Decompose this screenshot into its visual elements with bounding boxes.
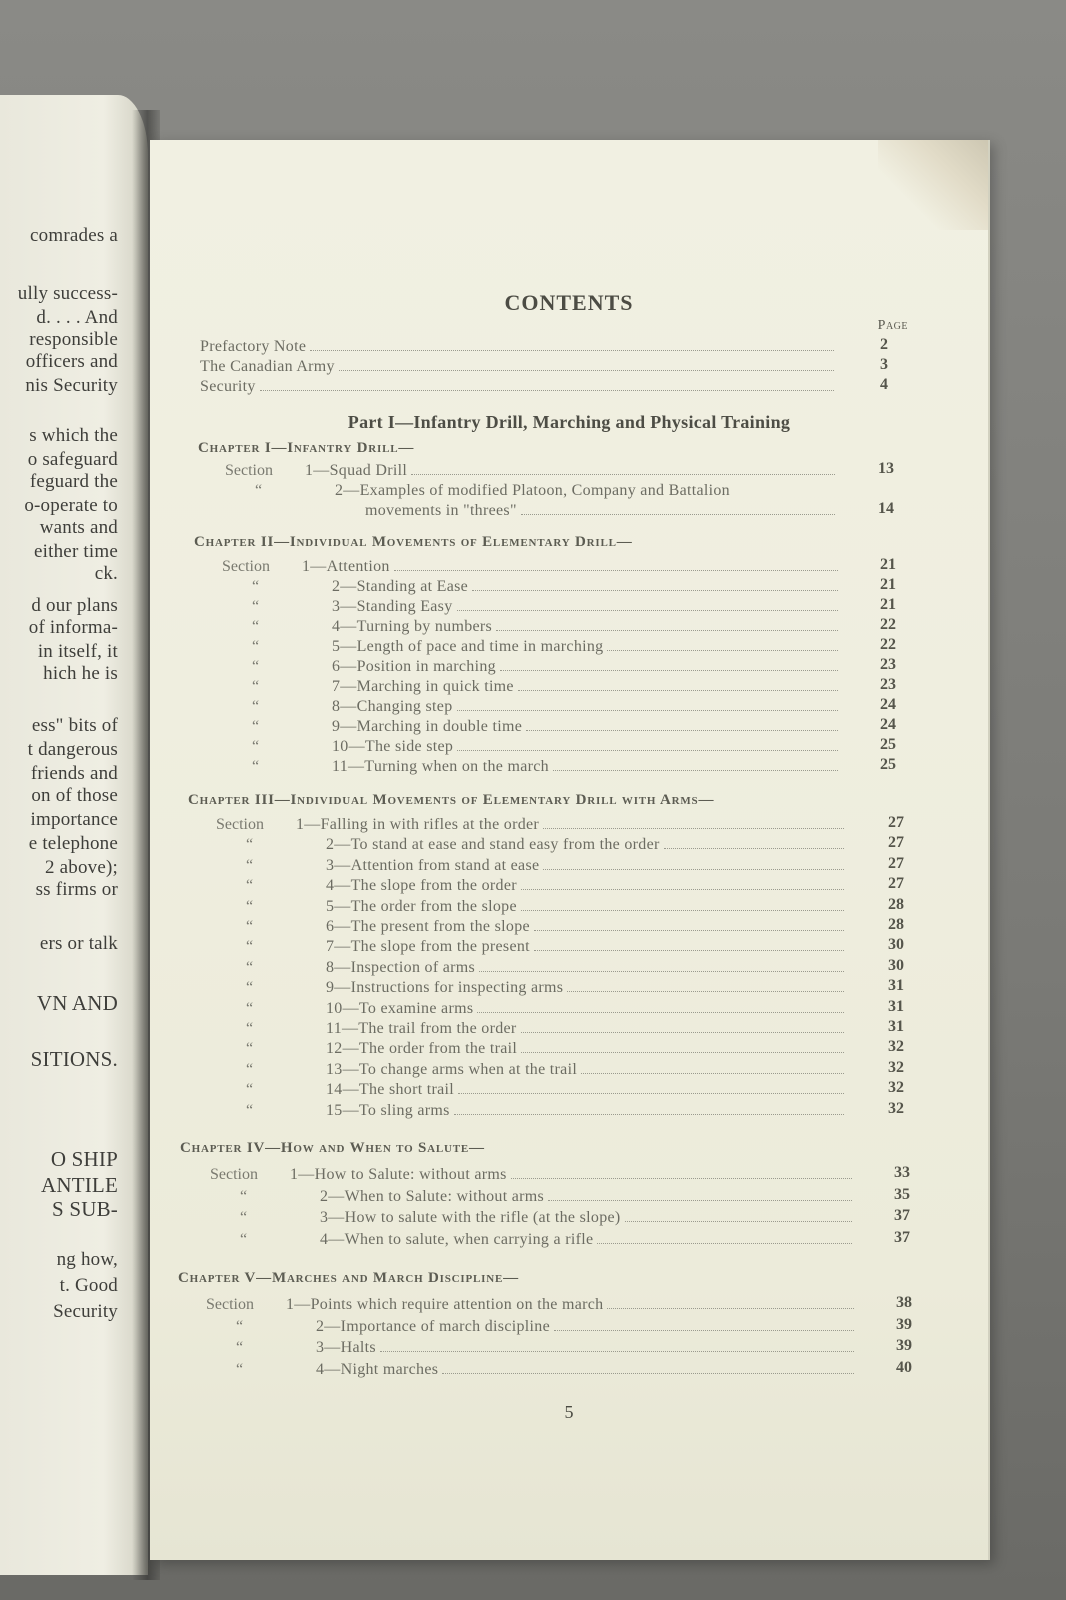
toc-entry [222, 554, 842, 576]
entry-title: 2—Standing at Ease [332, 578, 469, 595]
dot-leader [521, 889, 844, 890]
toc-entry [210, 1227, 856, 1249]
dot-leader [664, 848, 844, 849]
toc-entry [216, 873, 848, 895]
entry-title: 14—The short trail [326, 1081, 455, 1099]
section-label: “ [246, 1040, 254, 1058]
section-label: “ [246, 999, 254, 1017]
toc-entry [222, 654, 842, 676]
dot-leader [567, 991, 844, 992]
toc-entry [216, 996, 848, 1018]
dot-leader [526, 730, 838, 731]
left-page-line: wants and [39, 517, 118, 538]
entry-title: 11—The trail from the order [326, 1020, 517, 1037]
dot-leader [339, 370, 834, 371]
entry-title: 13—To change arms when at the trail [326, 1060, 578, 1078]
entry-page-number: 22 [880, 636, 896, 653]
toc-entry [210, 1162, 856, 1184]
toc-entry [222, 734, 842, 756]
toc-entry [222, 694, 842, 716]
toc-entry [216, 1098, 848, 1120]
section-label: “ [252, 618, 260, 635]
left-page-line: of informa- [28, 617, 118, 638]
left-page-line: either time [34, 541, 118, 562]
chapter-heading: Chapter IV—How and When to Salute— [180, 1140, 485, 1156]
toc-entry [206, 1314, 858, 1336]
section-label: “ [236, 1360, 244, 1378]
toc-entry [200, 354, 838, 376]
toc-entry [216, 832, 848, 854]
section-label: “ [246, 938, 254, 956]
section-label: “ [252, 678, 260, 695]
toc-entry [222, 634, 842, 656]
entry-title: 9—Marching in double time [332, 718, 523, 735]
toc-entry [210, 1205, 856, 1227]
section-label: “ [246, 918, 254, 935]
entry-page-number: 39 [896, 1337, 912, 1354]
left-page-line: ess" bits of [31, 715, 118, 736]
toc-entry [210, 1184, 856, 1206]
entry-title: 3—Halts [316, 1339, 376, 1356]
section-label: “ [240, 1230, 248, 1248]
left-page-line: nis Security [25, 375, 118, 396]
left-page-line: feguard the [29, 471, 118, 492]
dot-leader [543, 869, 844, 870]
entry-page-number: 14 [878, 500, 894, 517]
entry-title: 3—Standing Easy [332, 598, 453, 615]
dot-leader [380, 1351, 854, 1352]
section-label: “ [246, 958, 254, 976]
entry-title: 3—How to salute with the rifle (at the slope) [320, 1209, 621, 1226]
entry-page-number: 39 [896, 1315, 912, 1333]
section-label: Section [222, 558, 270, 575]
entry-title: 8—Changing step [332, 698, 453, 715]
toc-entry [216, 894, 848, 916]
dot-leader [496, 630, 838, 631]
entry-page-number: 21 [880, 576, 896, 593]
left-page-line: ck. [94, 563, 118, 584]
chapter-heading: Chapter II—Individual Movements of Elementary Drill— [194, 534, 633, 550]
page-column-label: Page [877, 318, 908, 333]
dot-leader [607, 1308, 854, 1309]
toc-entry [216, 812, 848, 834]
left-page-line: S SUB- [52, 1197, 118, 1221]
section-label: “ [252, 698, 260, 715]
left-page-line: importance [30, 809, 118, 830]
left-page-line: responsible [29, 329, 118, 350]
left-page-line: comrades a [30, 225, 118, 246]
dot-leader [581, 1073, 844, 1074]
dot-leader [521, 1052, 844, 1053]
entry-title: 7—Marching in quick time [332, 678, 514, 695]
dot-leader [521, 1032, 844, 1033]
left-page-line: Security [53, 1301, 118, 1322]
dot-leader [625, 1221, 852, 1222]
dot-leader [607, 650, 838, 651]
toc-entry [206, 1335, 858, 1357]
dot-leader [548, 1200, 852, 1201]
entry-page-number: 3 [880, 356, 888, 373]
dot-leader [457, 710, 839, 711]
entry-page-number: 35 [894, 1185, 910, 1203]
entry-page-number: 23 [880, 656, 896, 673]
dot-leader [457, 610, 839, 611]
section-label: “ [246, 856, 254, 874]
dot-leader [534, 930, 844, 931]
entry-title: 1—Squad Drill [305, 462, 408, 479]
entry-page-number: 33 [894, 1164, 910, 1181]
dot-leader [477, 1012, 844, 1013]
toc-entry [222, 594, 842, 616]
entry-page-number: 25 [880, 736, 896, 753]
entry-page-number: 24 [880, 716, 896, 733]
section-label: “ [246, 877, 254, 895]
toc-entry [216, 934, 848, 956]
toc-entry [222, 574, 842, 596]
entry-page-number: 31 [888, 977, 904, 995]
contents-page [150, 140, 988, 1560]
entry-title: 5—Length of pace and time in marching [332, 638, 604, 655]
entry-title: 3—Attention from stand at ease [326, 856, 540, 874]
entry-page-number: 25 [880, 756, 896, 773]
left-page-line: ss firms or [35, 879, 118, 900]
left-page-line: d. . . . And [36, 307, 118, 328]
part-heading: Part I—Infantry Drill, Marching and Physical Training [347, 412, 791, 432]
toc-entry [206, 1292, 858, 1314]
section-label: “ [252, 658, 260, 675]
section-label: “ [252, 638, 260, 655]
left-page-line: hich he is [43, 663, 118, 684]
section-label: Section [206, 1296, 254, 1313]
dot-leader [500, 670, 838, 671]
left-facing-page [0, 95, 148, 1575]
left-page-line: s which the [29, 425, 118, 446]
section-label: “ [246, 1081, 254, 1099]
dot-leader [521, 910, 844, 911]
section-label: “ [252, 738, 260, 755]
entry-title: 1—Falling in with rifles at the order [296, 816, 540, 833]
toc-entry [216, 1016, 848, 1038]
entry-page-number: 31 [888, 997, 904, 1015]
left-page-line: o-operate to [24, 495, 118, 516]
entry-page-number: 24 [880, 696, 896, 713]
dot-leader [442, 1373, 854, 1374]
entry-page-number: 32 [888, 1038, 904, 1056]
chapter-heading: Chapter V—Marches and March Discipline— [178, 1270, 519, 1286]
entry-page-number: 37 [894, 1228, 910, 1246]
entry-page-number: 21 [880, 556, 896, 573]
entry-title: 1—Points which require attention on the march [286, 1296, 604, 1313]
section-label: “ [252, 758, 260, 775]
section-label: “ [236, 1339, 244, 1356]
section-label: “ [246, 1101, 254, 1119]
entry-page-number: 22 [880, 616, 896, 633]
toc-entry [216, 1057, 848, 1079]
section-label: “ [236, 1317, 244, 1335]
dot-leader [472, 590, 838, 591]
section-label: “ [252, 578, 260, 595]
entry-title: 2—To stand at ease and stand easy from the order [326, 836, 660, 854]
entry-title: 2—When to Salute: without arms [320, 1187, 545, 1205]
entry-page-number: 32 [888, 1058, 904, 1076]
toc-entry [222, 754, 842, 776]
toc-entry [206, 1357, 858, 1379]
left-page-line: ully success- [17, 283, 118, 304]
dot-leader [458, 1093, 844, 1094]
left-page-line: t dangerous [27, 739, 118, 760]
entry-title: 15—To sling arms [326, 1101, 450, 1119]
entry-title: 5—The order from the slope [326, 897, 517, 915]
section-label: “ [240, 1209, 248, 1226]
entry-page-number: 31 [888, 1018, 904, 1035]
entry-title-continuation: movements in "threes" [365, 502, 517, 519]
left-page-line: d our plans [31, 595, 118, 616]
entry-title: 2—Examples of modified Platoon, Company and Battalion [335, 482, 730, 499]
entry-title: 4—When to salute, when carrying a rifle [320, 1230, 594, 1248]
toc-entry [222, 674, 842, 696]
entry-page-number: 2 [880, 336, 888, 353]
entry-page-number: 21 [880, 596, 896, 613]
entry-title: 4—The slope from the order [326, 877, 517, 895]
left-page-line: O SHIP [50, 1147, 118, 1171]
entry-title: 1—Attention [302, 558, 390, 575]
page-number: 5 [564, 1402, 574, 1422]
section-label: Section [225, 462, 273, 479]
section-label: “ [252, 598, 260, 615]
left-page-line: o safeguard [27, 449, 118, 470]
section-label: “ [246, 979, 254, 997]
toc-entry [200, 334, 838, 356]
entry-title: 1—How to Salute: without arms [290, 1166, 507, 1183]
section-label: “ [252, 718, 260, 735]
section-label: “ [246, 1060, 254, 1078]
entry-title: Security [200, 378, 256, 395]
entry-title: 8—Inspection of arms [326, 958, 476, 976]
entry-title: 6—The present from the slope [326, 918, 530, 935]
left-page-line: SITIONS. [30, 1047, 118, 1071]
entry-page-number: 38 [896, 1294, 912, 1311]
dot-leader [518, 690, 838, 691]
entry-page-number: 27 [888, 814, 904, 831]
entry-page-number: 30 [888, 936, 904, 954]
entry-title: 4—Turning by numbers [332, 618, 493, 635]
dot-leader [457, 750, 838, 751]
dot-leader [554, 1330, 854, 1331]
section-label: “ [246, 1020, 254, 1037]
left-page-line: in itself, it [37, 641, 118, 662]
entry-page-number: 40 [896, 1358, 912, 1376]
toc-entry [216, 914, 848, 936]
section-label: Section [210, 1166, 258, 1183]
entry-page-number: 13 [878, 460, 894, 477]
toc-entry [225, 478, 839, 500]
left-page-line: friends and [30, 763, 118, 784]
toc-entry [216, 853, 848, 875]
toc-entry-continuation [365, 498, 839, 520]
section-label: “ [246, 897, 254, 915]
dot-leader [543, 828, 844, 829]
toc-entry [216, 1036, 848, 1058]
entry-title: 10—The side step [332, 738, 454, 755]
left-page-line: ng how, [56, 1249, 118, 1270]
dot-leader [411, 474, 835, 475]
entry-page-number: 4 [880, 376, 888, 393]
left-page-line: ANTILE [40, 1173, 118, 1197]
dot-leader [597, 1243, 852, 1244]
entry-title: The Canadian Army [200, 358, 335, 375]
left-page-line: ers or talk [39, 933, 118, 954]
left-page-line: officers and [25, 351, 118, 372]
toc-entry [222, 614, 842, 636]
dot-leader [310, 350, 834, 351]
section-label: “ [246, 836, 254, 854]
dot-leader [454, 1114, 844, 1115]
left-page-line: 2 above); [44, 857, 118, 878]
toc-entry [200, 374, 838, 396]
dot-leader [553, 770, 838, 771]
section-label: “ [240, 1187, 248, 1205]
toc-entry [222, 714, 842, 736]
contents-heading: CONTENTS [504, 290, 634, 315]
entry-page-number: 27 [888, 854, 904, 872]
dot-leader [260, 390, 834, 391]
dot-leader [521, 514, 835, 515]
worn-page-corner [878, 140, 988, 230]
toc-entry [216, 975, 848, 997]
dot-leader [479, 971, 844, 972]
chapter-heading: Chapter III—Individual Movements of Elementary Drill with Arms— [188, 792, 715, 808]
entry-page-number: 23 [880, 676, 896, 693]
toc-entry [216, 1077, 848, 1099]
entry-page-number: 27 [888, 834, 904, 852]
toc-entry [216, 955, 848, 977]
entry-page-number: 28 [888, 895, 904, 913]
left-page-line: VN AND [36, 991, 118, 1015]
section-label: “ [255, 482, 263, 499]
entry-title: Prefactory Note [200, 338, 307, 355]
entry-title: 9—Instructions for inspecting arms [326, 979, 564, 997]
toc-entry [225, 458, 839, 480]
entry-title: 4—Night marches [316, 1360, 439, 1378]
entry-page-number: 32 [888, 1079, 904, 1097]
section-label: Section [216, 816, 264, 833]
entry-title: 2—Importance of march discipline [316, 1317, 550, 1335]
entry-title: 11—Turning when on the march [332, 758, 549, 775]
chapter-heading: Chapter I—Infantry Drill— [198, 440, 415, 456]
dot-leader [534, 950, 844, 951]
left-page-line: e telephone [28, 833, 118, 854]
entry-page-number: 30 [888, 956, 904, 974]
entry-title: 10—To examine arms [326, 999, 474, 1017]
entry-page-number: 28 [888, 916, 904, 933]
dot-leader [394, 570, 838, 571]
entry-title: 6—Position in marching [332, 658, 496, 675]
dot-leader [511, 1178, 852, 1179]
entry-page-number: 37 [894, 1207, 910, 1224]
left-page-line: on of those [31, 785, 118, 806]
entry-page-number: 32 [888, 1099, 904, 1117]
left-page-line: t. Good [59, 1275, 118, 1296]
entry-page-number: 27 [888, 875, 904, 893]
entry-title: 12—The order from the trail [326, 1040, 518, 1058]
entry-title: 7—The slope from the present [326, 938, 530, 956]
